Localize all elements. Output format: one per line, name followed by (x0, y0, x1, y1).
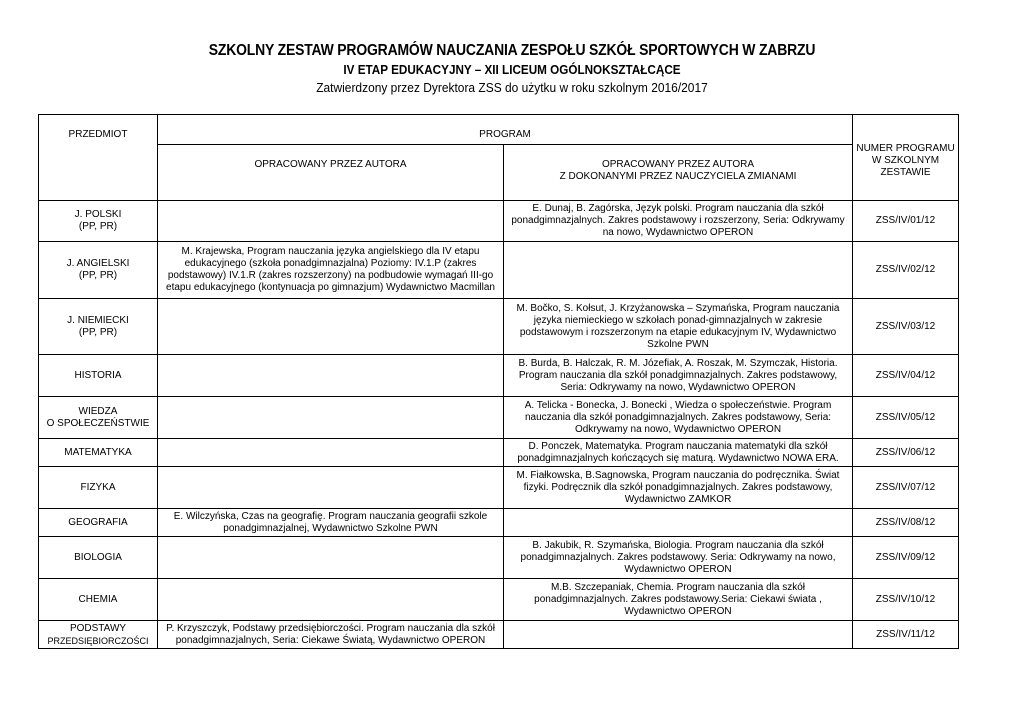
modified-program-cell (504, 621, 853, 649)
modified-program-cell: A. Telicka - Bonecka, J. Bonecki , Wiedza o społeczeństwie. Program nauczania dla szkół ponadgimnazjalnych. Zakres podstawowy, Seria: Odkrywamy na nowo, Wydawnictwo OPERON (504, 397, 853, 439)
modified-program-cell: M. Bočko, S. Kołsut, J. Krzyżanowska – Szymańska, Program nauczania języka niemieckiego w szkołach ponad-gimnazjalnych w zakresie podstawowym i rozszerzonym na etapie edukacyjnym IV, Wydawnictwo Szkolne PWN (504, 299, 853, 355)
subject-cell: WIEDZA O SPOŁECZEŃSTWIE (39, 397, 158, 439)
table-row (39, 242, 959, 299)
author-program-cell (158, 299, 504, 355)
modified-program-cell: D. Ponczek, Matematyka. Program nauczania matematyki dla szkół ponadgimnazjalnych kończących się maturą. Wydawnictwo NOWA ERA. (504, 439, 853, 467)
table-row (39, 355, 959, 397)
subject-cell: GEOGRAFIA (39, 509, 158, 537)
program-number-cell: ZSS/IV/04/12 (853, 355, 959, 397)
program-number-cell: ZSS/IV/07/12 (853, 467, 959, 509)
subject-cell: BIOLOGIA (39, 537, 158, 579)
author-program-cell (158, 397, 504, 439)
author-program-cell (158, 355, 504, 397)
document-subtitle: IV ETAP EDUKACYJNY – XII LICEUM OGÓLNOKSZTAŁCĄCE (343, 62, 681, 77)
table-row (39, 299, 959, 355)
modified-program-cell (504, 242, 853, 299)
author-program-cell (158, 537, 504, 579)
program-number-cell: ZSS/IV/10/12 (853, 579, 959, 621)
program-number-cell: ZSS/IV/11/12 (853, 621, 959, 649)
modified-program-cell: B. Burda, B. Halczak, R. M. Józefiak, A. Roszak, M. Szymczak, Historia. Program nauczania dla szkół ponadgimnazjalnych. Zakres podstawowy, Seria: Odkrywamy na nowo, Wydawnictwo OPERON (504, 355, 853, 397)
header-modified: OPRACOWANY PRZEZ AUTORA Z DOKONANYMI PRZEZ NAUCZYCIELA ZMIANAMI (504, 145, 853, 201)
author-program-cell (158, 467, 504, 509)
header-program: PROGRAM (158, 115, 853, 145)
header-subject: PRZEDMIOT (39, 115, 158, 201)
subject-cell: J. POLSKI (PP, PR) (39, 201, 158, 242)
subject-cell: MATEMATYKA (39, 439, 158, 467)
modified-program-cell (504, 509, 853, 537)
document-title: SZKOLNY ZESTAW PROGRAMÓW NAUCZANIA ZESPOŁU SZKÓŁ SPORTOWYCH W ZABRZU (208, 42, 816, 59)
author-program-cell: P. Krzyszczyk, Podstawy przedsiębiorczości. Program nauczania dla szkół ponadgimnazjalnych, Seria: Ciekawe Światą, Wydawnictwo OPERON (158, 621, 504, 649)
modified-program-cell: E. Dunaj, B. Zagórska, Język polski. Program nauczania dla szkół ponadgimnazjalnych. Zakres podstawowy i rozszerzony, Seria: Odkrywamy na nowo, Wydawnictwo OPERON (504, 201, 853, 242)
approval-note: Zatwierdzony przez Dyrektora ZSS do użytku w roku szkolnym 2016/2017 (316, 80, 708, 95)
modified-program-cell: M.B. Szczepaniak, Chemia. Program nauczania dla szkół ponadgimnazjalnych. Zakres podstawowy.Seria: Ciekawi świata , Wydawnictwo OPERON (504, 579, 853, 621)
subject-cell: HISTORIA (39, 355, 158, 397)
modified-program-cell: B. Jakubik, R. Szymańska, Biologia. Program nauczania dla szkół ponadgimnazjalnych. Zakres podstawowy. Seria: Odkrywamy na nowo, Wydawnictwo OPERON (504, 537, 853, 579)
program-table (38, 114, 959, 649)
table-row (39, 621, 959, 649)
author-program-cell (158, 579, 504, 621)
program-number-cell: ZSS/IV/02/12 (853, 242, 959, 299)
table-row (39, 201, 959, 242)
header-author: OPRACOWANY PRZEZ AUTORA (158, 145, 504, 201)
program-number-cell: ZSS/IV/08/12 (853, 509, 959, 537)
author-program-cell (158, 201, 504, 242)
table-row (39, 509, 959, 537)
subject-cell: FIZYKA (39, 467, 158, 509)
table-row (39, 579, 959, 621)
program-number-cell: ZSS/IV/03/12 (853, 299, 959, 355)
program-number-cell: ZSS/IV/01/12 (853, 201, 959, 242)
subject-cell: CHEMIA (39, 579, 158, 621)
modified-program-cell: M. Fiałkowska, B.Sagnowska, Program nauczania do podręcznika. Świat fizyki. Podręcznik dla szkół ponadgimnazjalnych. Zakres podstawowy, Wydawnictwo ZAMKOR (504, 467, 853, 509)
subject-cell: J. NIEMIECKI (PP, PR) (39, 299, 158, 355)
table-row (39, 467, 959, 509)
program-number-cell: ZSS/IV/09/12 (853, 537, 959, 579)
table-row (39, 537, 959, 579)
header-number: NUMER PROGRAMU W SZKOLNYM ZESTAWIE (853, 115, 959, 201)
author-program-cell: E. Wilczyńska, Czas na geografię. Program nauczania geografii szkole ponadgimnazjalnej, Wydawnictwo Szkolne PWN (158, 509, 504, 537)
subject-cell: J. ANGIELSKI (PP, PR) (39, 242, 158, 299)
author-program-cell: M. Krajewska, Program nauczania języka angielskiego dla IV etapu edukacyjnego (szkoła ponadgimnazjalna) Poziomy: IV.1.P (zakres podstawowy) IV.1.R (zakres rozszerzony) na podbudowie wymagań III-go etapu edukacyjnego (kontynuacja po gimnazjum) Wydawnictwo Macmillan (158, 242, 504, 299)
table-row (39, 439, 959, 467)
program-number-cell: ZSS/IV/05/12 (853, 397, 959, 439)
program-number-cell: ZSS/IV/06/12 (853, 439, 959, 467)
table-row (39, 397, 959, 439)
subject-cell: PODSTAWY PRZEDSIĘBIORCZOŚCI (39, 621, 158, 649)
author-program-cell (158, 439, 504, 467)
